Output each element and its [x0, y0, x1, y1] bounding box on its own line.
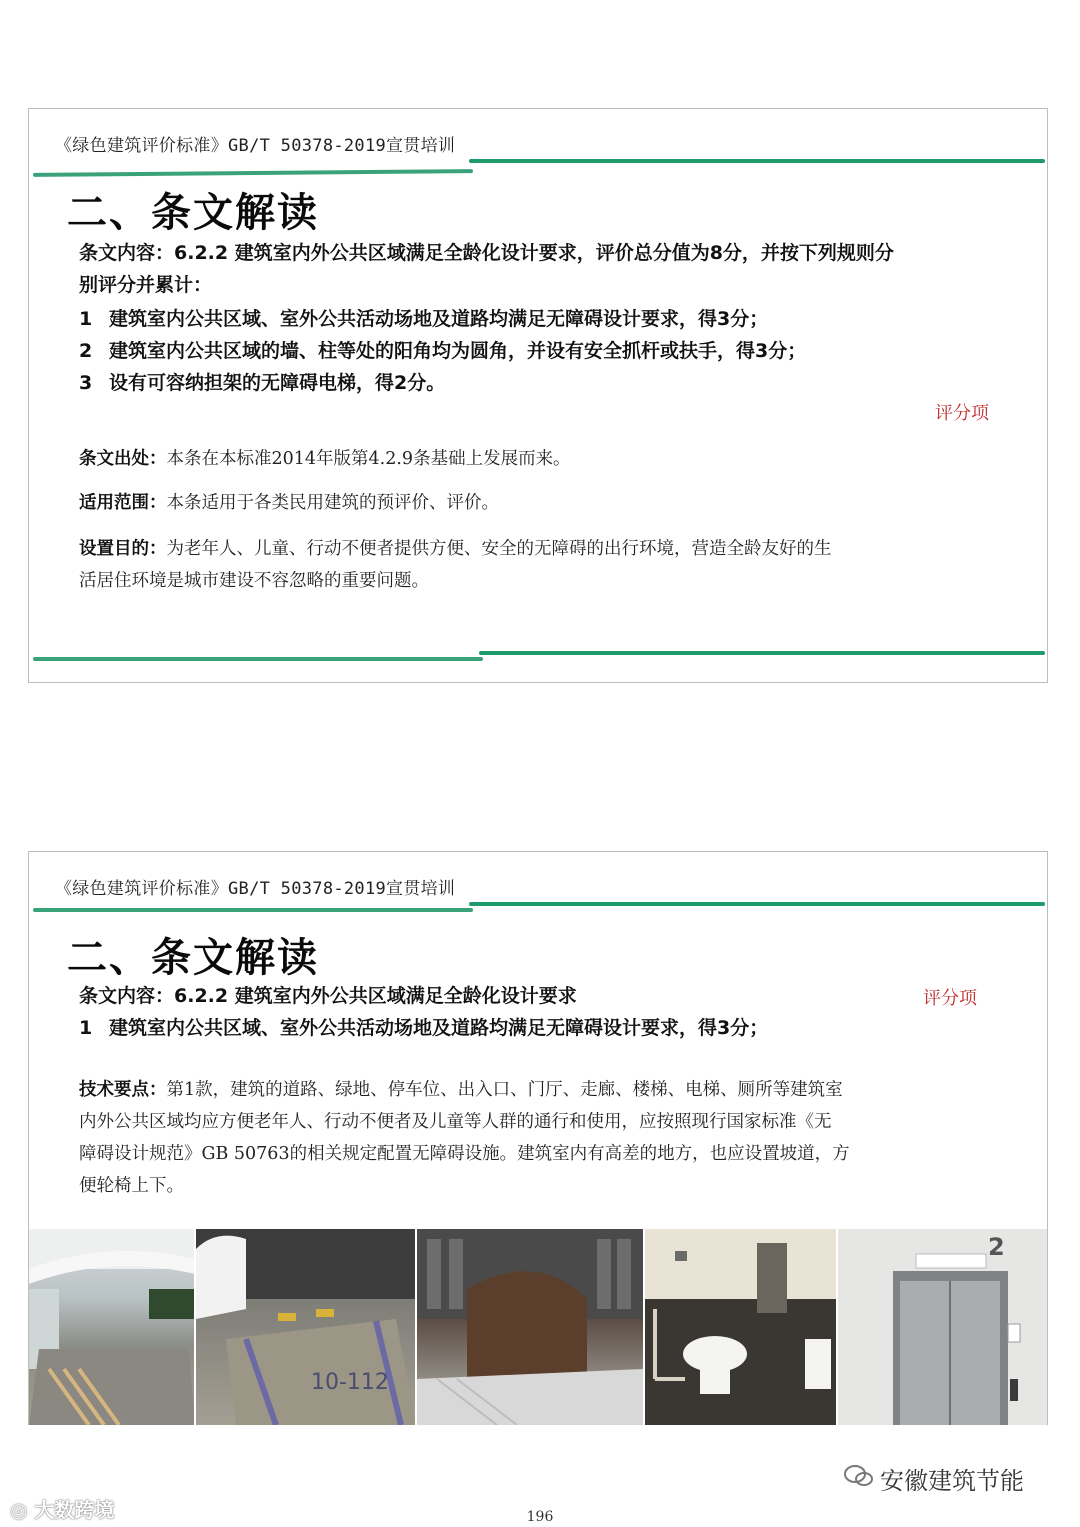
slide-1 — [28, 108, 1048, 683]
footer-bar-right — [479, 651, 1045, 655]
watermark-left-text: 大数跨境 — [34, 1498, 115, 1522]
watermark-logo-icon: ◎ — [10, 1498, 35, 1522]
footer-bar-left — [33, 657, 483, 661]
item-text: 建筑室内公共区域、室外公共活动场地及道路均满足无障碍设计要求，得3分； — [109, 308, 769, 330]
photo-accessible-elevator — [838, 1229, 1047, 1425]
purpose-paragraph — [79, 533, 999, 597]
header-bar-left — [33, 169, 473, 177]
list-item — [79, 367, 1007, 399]
item-number: 1 — [79, 308, 93, 330]
header-bar-left — [33, 908, 473, 912]
page-title: 二、条文解读 — [67, 190, 319, 236]
wechat-icon — [844, 1464, 874, 1494]
photo-accessible-restroom — [645, 1229, 836, 1425]
purpose-text-1: 为老年人、儿童、行动不便者提供方便、安全的无障碍的出行环境，营造全龄友好的生 — [166, 539, 832, 559]
tech-text-4: 便轮椅上下。 — [79, 1176, 184, 1196]
source-text: 本条在本标准2014年版第4.2.9条基础上发展而来。 — [166, 449, 571, 469]
header-title: 《绿色建筑评价标准》GB/T 50378-2019宣贯培训 — [55, 136, 456, 156]
source-label: 条文出处： — [79, 449, 167, 469]
page-number: 196 — [526, 1509, 554, 1525]
photo-strip — [29, 1229, 1047, 1425]
watermark-right — [844, 1461, 1024, 1496]
item-text: 建筑室内公共区域、室外公共活动场地及道路均满足无障碍设计要求，得3分； — [109, 1017, 769, 1039]
header-bar-right — [469, 902, 1045, 906]
purpose-label: 设置目的： — [79, 539, 167, 559]
tech-text-3: 障碍设计规范》GB 50763的相关规定配置无障碍设施。建筑室内有高差的地方，也应设置坡道，方 — [79, 1144, 850, 1164]
parking-label: 10-112 — [311, 1370, 390, 1395]
scope-paragraph — [79, 487, 999, 519]
scope-text: 本条适用于各类民用建筑的预评价、评价。 — [166, 493, 499, 513]
list-item — [79, 335, 1007, 367]
scope-label: 适用范围： — [79, 493, 167, 513]
photo-building-lobby — [417, 1229, 642, 1425]
watermark-right-text: 安徽建筑节能 — [880, 1467, 1024, 1495]
item-text: 建筑室内公共区域的墙、柱等处的阳角均为圆角，并设有安全抓杆或扶手，得3分； — [109, 340, 807, 362]
list-item — [79, 303, 1007, 335]
item-number: 3 — [79, 372, 93, 394]
tech-label: 技术要点： — [79, 1080, 167, 1100]
list-item — [79, 1012, 1007, 1044]
source-paragraph — [79, 443, 999, 475]
page-title: 二、条文解读 — [67, 935, 319, 981]
tech-text-1: 第1款，建筑的道路、绿地、停车位、出入口、门厅、走廊、楼梯、电梯、厕所等建筑室 — [166, 1080, 843, 1100]
item-text: 设有可容纳担架的无障碍电梯，得2分。 — [109, 372, 446, 394]
photo-accessible-parking — [196, 1229, 415, 1425]
content-line-2: 别评分并累计： — [79, 274, 213, 296]
tech-paragraph — [79, 1074, 999, 1202]
purpose-text-2: 活居住环境是城市建设不容忽略的重要问题。 — [79, 571, 429, 591]
elevator-floor-number: 2 — [987, 1233, 1005, 1261]
content-line-1: 条文内容：6.2.2 建筑室内外公共区域满足全龄化设计要求，评价总分值为8分，并按下列规则分 — [79, 242, 894, 264]
photo-entrance-ramp — [29, 1229, 194, 1425]
item-number: 2 — [79, 340, 93, 362]
content-line: 条文内容：6.2.2 建筑室内外公共区域满足全龄化设计要求 — [79, 985, 577, 1007]
tech-text-2: 内外公共区域均应方便老年人、行动不便者及儿童等人群的通行和使用，应按照现行国家标准《无 — [79, 1112, 832, 1132]
score-tag: 评分项 — [935, 403, 989, 424]
score-tag: 评分项 — [923, 988, 977, 1009]
header-title: 《绿色建筑评价标准》GB/T 50378-2019宣贯培训 — [55, 879, 456, 899]
slide-2 — [28, 851, 1048, 1425]
item-number: 1 — [79, 1017, 93, 1039]
header-bar-right — [469, 159, 1045, 163]
